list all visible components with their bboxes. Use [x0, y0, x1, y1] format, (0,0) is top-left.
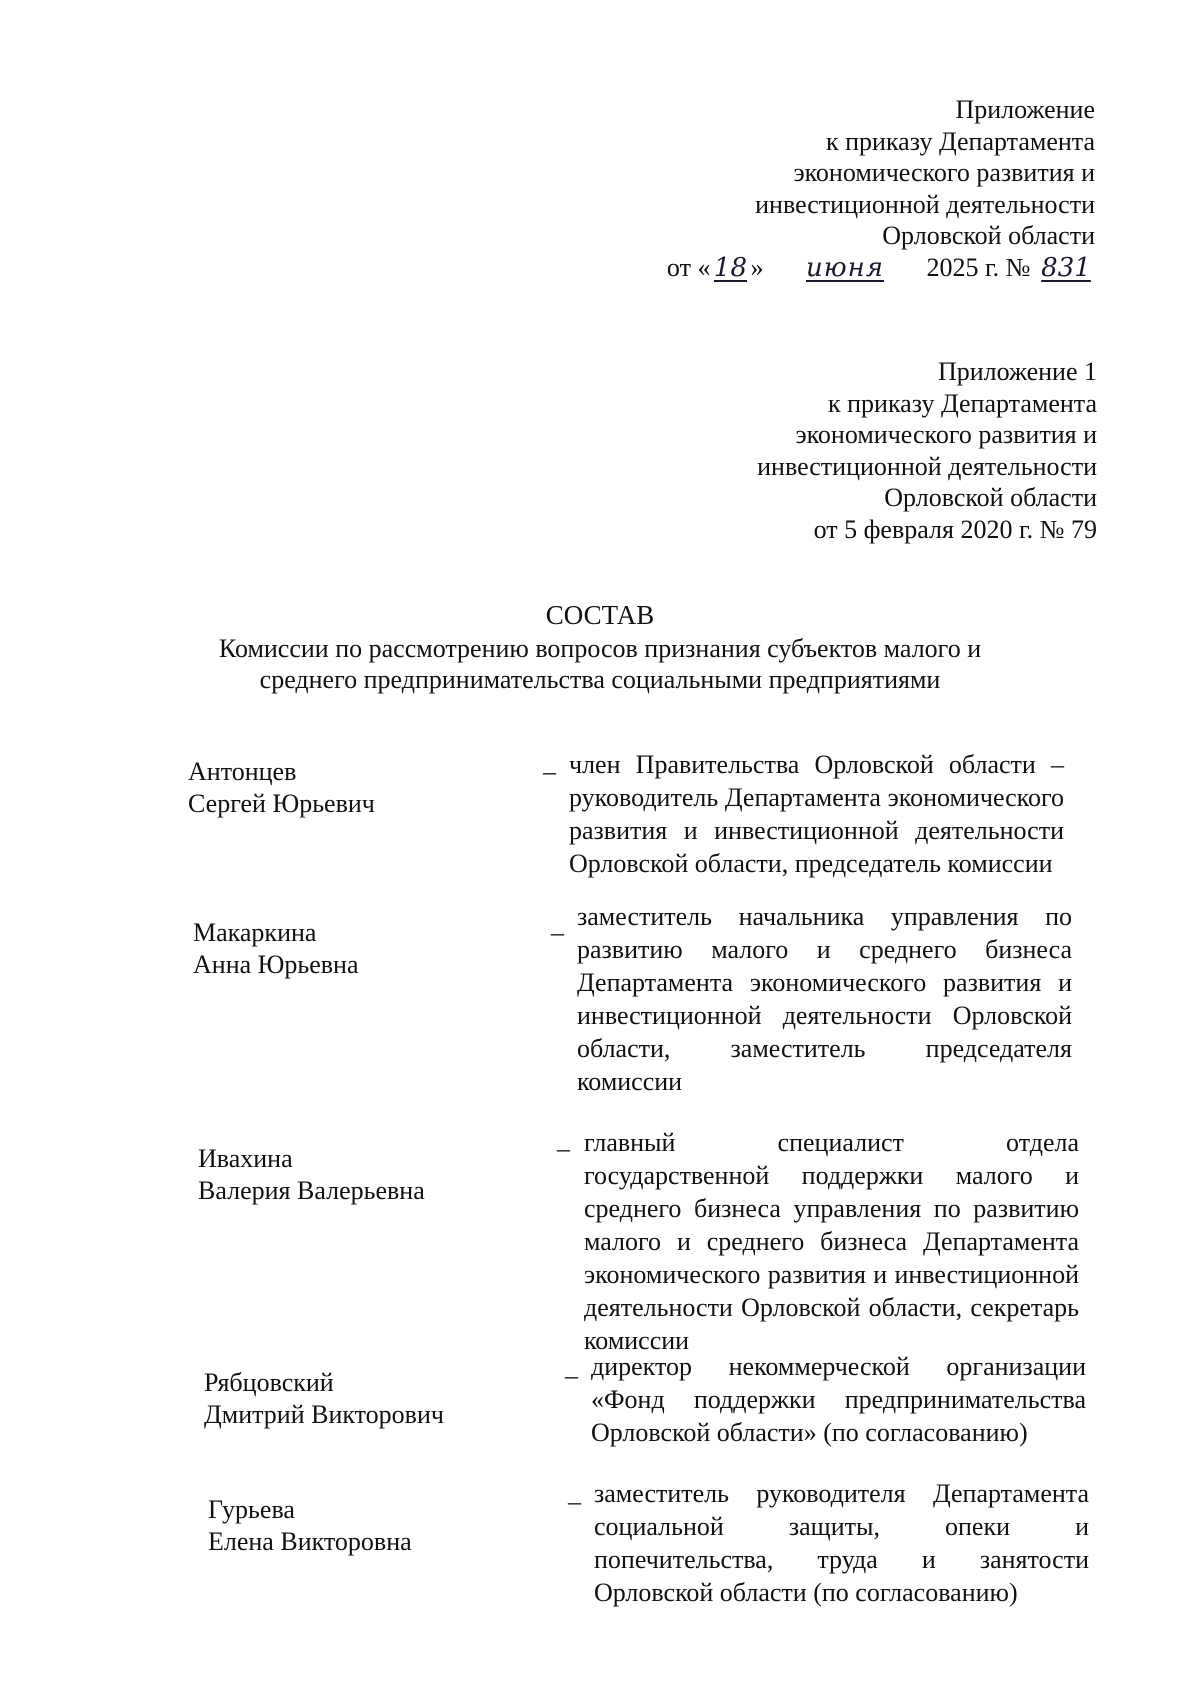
member-given-names: Анна Юрьевна	[193, 950, 359, 979]
appendix-line: экономического развития и	[793, 158, 1095, 187]
document-title: СОСТАВ	[545, 600, 655, 630]
date-year: 2025 г. №	[926, 252, 1031, 282]
appendix-line: Приложение	[955, 95, 1095, 124]
document-title-block	[150, 600, 1050, 695]
document-subtitle-line: среднего предпринимательства социальными предприятиями	[259, 665, 941, 694]
member-dash: –	[543, 757, 556, 786]
member-surname: Рябцовский	[204, 1368, 334, 1397]
member-given-names: Елена Викторовна	[208, 1527, 412, 1556]
appendix-date-line	[667, 252, 1095, 285]
appendix-header-original	[757, 356, 1097, 545]
appendix-line: Орловской области	[884, 483, 1097, 512]
date-quote-close: »	[750, 252, 764, 282]
appendix-line: к приказу Департамента	[827, 388, 1097, 418]
appendix-line: инвестиционной деятельности	[757, 451, 1097, 481]
member-dash: –	[557, 1134, 570, 1163]
member-name	[204, 1367, 444, 1431]
appendix-line: Орловской области	[882, 221, 1095, 250]
handwritten-month: июня	[805, 252, 884, 283]
member-given-names: Дмитрий Викторович	[204, 1400, 444, 1429]
appendix-line: от 5 февраля 2020 г. № 79	[813, 514, 1097, 544]
member-given-names: Валерия Валерьевна	[198, 1176, 425, 1205]
member-name	[198, 1143, 425, 1207]
member-role: заместитель начальника управления по развитию малого и среднего бизнеса Департамента экономического развития и инвестиционной деятельности Орловской области, заместитель председателя комиссии	[577, 902, 1072, 1096]
member-role: член Правительства Орловской области – руководитель Департамента экономического развития и инвестиционной деятельности Орловской области, председатель комиссии	[569, 750, 1064, 878]
member-role: главный специалист отдела государственной поддержки малого и среднего бизнеса управления по развитию малого и среднего бизнеса Департамента экономического развития и инвестиционной деятельности Орловской области, секретарь комиссии	[584, 1128, 1079, 1355]
member-given-names: Сергей Юрьевич	[188, 789, 375, 818]
date-prefix: от «	[666, 252, 711, 282]
appendix-line: к приказу Департамента	[825, 126, 1095, 156]
member-surname: Ивахина	[198, 1144, 293, 1173]
member-surname: Гурьева	[208, 1495, 295, 1524]
member-dash: –	[565, 1361, 578, 1390]
member-dash: –	[551, 918, 564, 947]
handwritten-day: 18	[713, 252, 747, 283]
member-dash: –	[568, 1487, 581, 1516]
handwritten-order-number: 831	[1041, 252, 1091, 283]
member-name	[188, 756, 375, 820]
member-surname: Макаркина	[193, 918, 317, 947]
appendix-line: инвестиционной деятельности	[755, 189, 1095, 219]
member-role: заместитель руководителя Департамента социальной защиты, опеки и попечительства, труда и занятости Орловской области (по согласованию)	[594, 1479, 1089, 1607]
appendix-line: Приложение 1	[937, 357, 1097, 386]
appendix-line: экономического развития и	[795, 420, 1097, 449]
member-name	[193, 917, 359, 981]
document-subtitle-line: Комиссии по рассмотрению вопросов признания субъектов малого и	[218, 634, 982, 663]
appendix-header-current	[667, 94, 1095, 284]
member-role: директор некоммерческой организации «Фонд поддержки предпринимательства Орловской области» (по согласованию)	[591, 1352, 1086, 1447]
member-surname: Антонцев	[188, 757, 297, 786]
member-name	[208, 1494, 412, 1558]
